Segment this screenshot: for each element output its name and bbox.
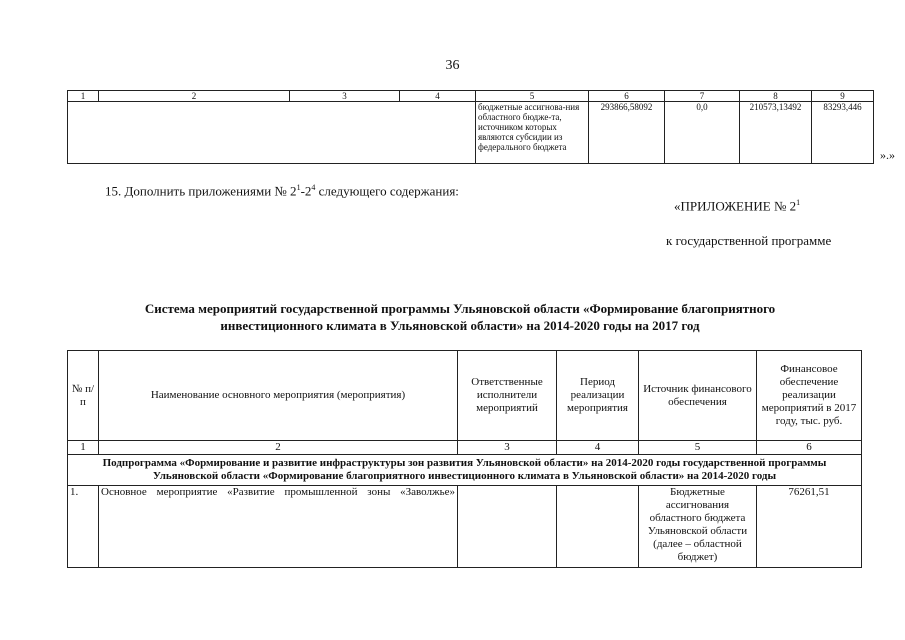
- col-number: 4: [400, 91, 476, 102]
- col-number: 5: [476, 91, 589, 102]
- paragraph-prefix: 15. Дополнить приложениями № 2: [105, 183, 297, 199]
- appendix-subtitle: к государственной программе: [666, 233, 832, 248]
- appendix-title-text: «ПРИЛОЖЕНИЕ № 2: [674, 198, 797, 214]
- col-number: 4: [557, 441, 639, 455]
- table-row: [68, 486, 862, 568]
- column-number-row: [68, 441, 862, 455]
- col-number: 2: [99, 91, 290, 102]
- amount-cell: 0,0: [665, 102, 740, 164]
- funding-source-cell: Бюджетные ассигнования областного бюджета Ульяновской области (далее – областной бюджет): [639, 486, 757, 568]
- header-row: [68, 351, 862, 441]
- header-source: Источник финансового обеспечения: [639, 351, 757, 441]
- header-period: Период реализации мероприятия: [557, 351, 639, 441]
- document-title: [60, 300, 860, 334]
- appendix-title: [674, 198, 800, 214]
- document-title-line: Система мероприятий государственной программы Ульяновской области «Формирование благоприятного: [144, 301, 776, 316]
- col-number: 8: [740, 91, 812, 102]
- closing-quote: ».»: [880, 148, 895, 162]
- subprogram-row: [68, 455, 862, 486]
- amount-cell: 293866,58092: [589, 102, 665, 164]
- table-row: [68, 102, 874, 164]
- col-number: 1: [68, 441, 99, 455]
- period-cell: [557, 486, 639, 568]
- amount-cell: 83293,446: [812, 102, 874, 164]
- col-number: 9: [812, 91, 874, 102]
- col-number: 3: [290, 91, 400, 102]
- empty-cells: [68, 102, 476, 164]
- col-number: 6: [757, 441, 862, 455]
- measures-table: [67, 350, 862, 568]
- paragraph-middle: -2: [300, 183, 312, 199]
- measure-name: Основное мероприятие «Развитие промышленной зоны «Заволжье»: [99, 486, 458, 568]
- header-responsible: Ответственные исполнители мероприятий: [458, 351, 557, 441]
- responsible-cell: [458, 486, 557, 568]
- document-title-line: инвестиционного климата в Ульяновской области» на 2014-2020 годы на 2017 год: [220, 318, 700, 333]
- header-number: № п/п: [68, 351, 99, 441]
- paragraph-sup: 1: [296, 183, 301, 192]
- paragraph-suffix: следующего содержания:: [315, 183, 459, 199]
- header-funding: Финансовое обеспечение реализации мероприятий в 2017 году, тыс. руб.: [757, 351, 862, 441]
- paragraph-sup: 4: [311, 183, 316, 192]
- funding-source-cell: бюджетные ассигнова-ния областного бюдже-та, источником которых являются субсидии из федерального бюджета: [476, 102, 589, 164]
- col-number: 7: [665, 91, 740, 102]
- amendment-paragraph: [105, 183, 459, 199]
- column-number-row: [68, 91, 874, 102]
- col-number: 5: [639, 441, 757, 455]
- col-number: 1: [68, 91, 99, 102]
- previous-table-fragment: [67, 90, 874, 164]
- page-number: 36: [445, 58, 460, 73]
- col-number: 3: [458, 441, 557, 455]
- col-number: 6: [589, 91, 665, 102]
- appendix-title-sup: 1: [796, 198, 801, 207]
- funding-amount-cell: 76261,51: [757, 486, 862, 568]
- subprogram-title: Подпрограмма «Формирование и развитие инфраструктуры зон развития Ульяновской области» на 2014-2020 годы государственной программы Ульяновской области «Формирование благоприятного инвестиционного климата в Ульяновской области» на 2014-2020 годы: [68, 455, 862, 486]
- row-number: 1.: [68, 486, 99, 568]
- amount-cell: 210573,13492: [740, 102, 812, 164]
- header-measure-name: Наименование основного мероприятия (мероприятия): [99, 351, 458, 441]
- col-number: 2: [99, 441, 458, 455]
